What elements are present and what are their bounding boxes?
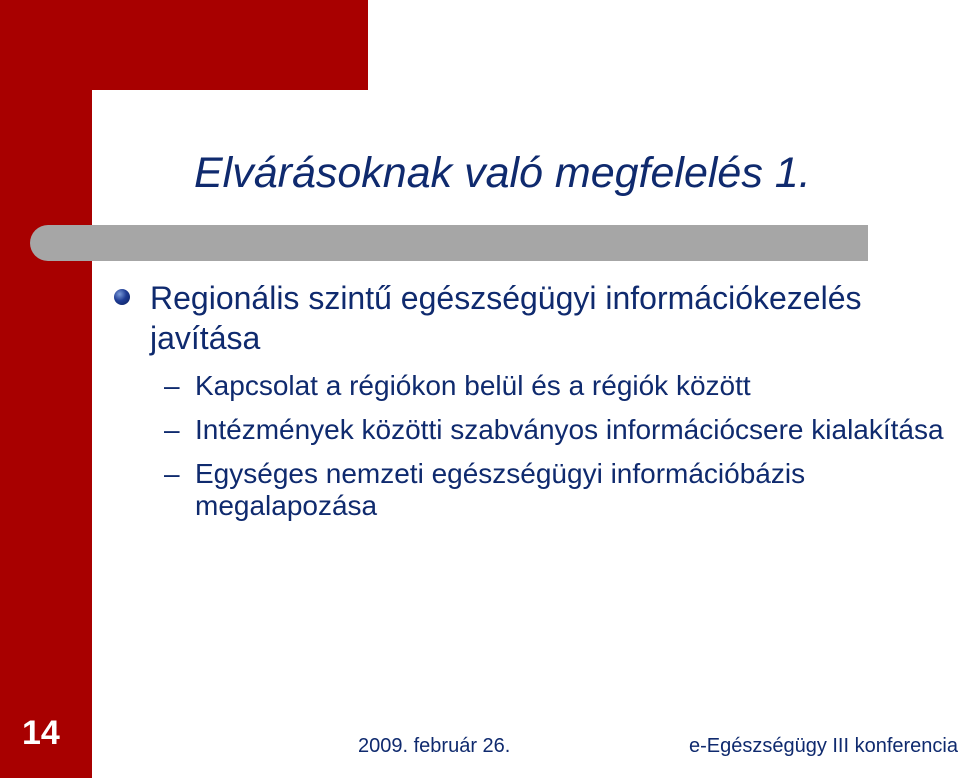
page-number: 14 [22,714,60,752]
dash-icon: – [164,414,180,445]
sub-item-2 [108,414,953,446]
sub-item-text: Kapcsolat a régiókon belül és a régiók között [195,370,751,401]
bullet-item [108,278,953,358]
footer-date: 2009. február 26. [358,735,511,757]
footer-conference-name: e-Egészségügy III konferencia [688,735,958,757]
sub-item-text: Egységes nemzeti egészségügyi információbázis megalapozása [195,458,806,521]
red-side-bar [0,0,92,778]
title-divider-bar [30,225,868,261]
bullet-text: Regionális szintű egészségügyi információkezelés javítása [150,280,862,356]
rounded-corner-decoration [92,90,172,170]
slide-title: Elvárásoknak való megfelelés 1. [194,149,811,197]
sub-item-1 [108,370,953,402]
bullet-dot-icon [114,289,130,305]
sub-item-3 [108,458,953,522]
dash-icon: – [164,370,180,401]
slide-content [108,278,953,534]
sub-item-text: Intézmények közötti szabványos információcsere kialakítása [195,414,944,445]
dash-icon: – [164,458,180,489]
